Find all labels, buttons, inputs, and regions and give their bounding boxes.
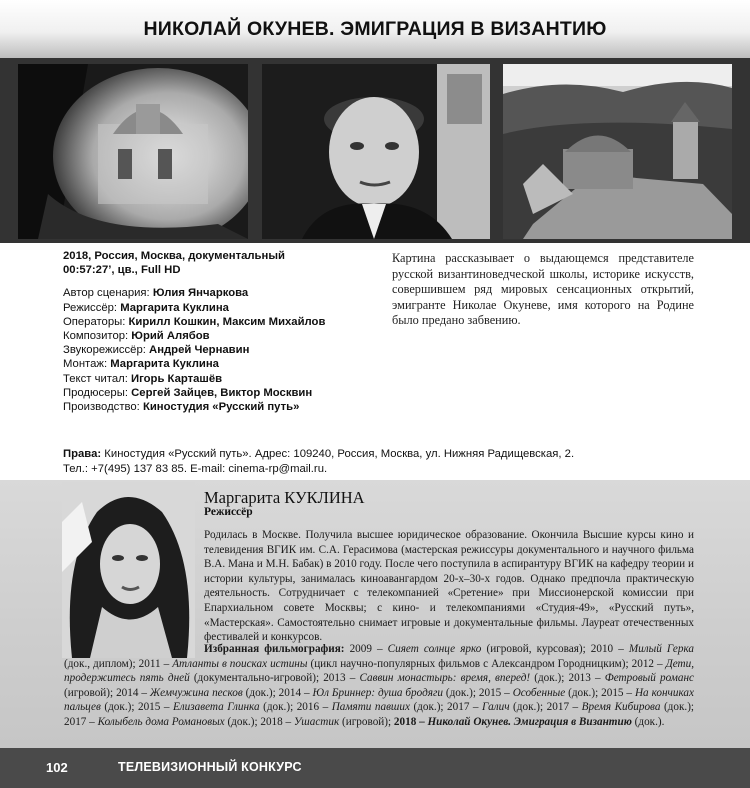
film-year: 2018 – <box>260 715 294 728</box>
credit-value: Сергей Зайцев, Виктор Москвин <box>131 386 313 399</box>
film-title: Фетровый романс <box>604 672 694 685</box>
film-year: 2014 – <box>278 686 313 699</box>
film-year: 2017 – <box>64 715 98 728</box>
credit-row <box>63 286 393 300</box>
page-number: 102 <box>46 760 68 775</box>
credit-row <box>63 329 393 343</box>
film-year: 2017 – <box>447 701 483 714</box>
credit-value: Киностудия «Русский путь» <box>142 401 300 414</box>
film-note: (док.) <box>100 701 132 714</box>
credit-value: Андрей Чернавин <box>149 344 250 357</box>
film-year: 2018 – <box>393 715 428 728</box>
credit-label: Автор сценария: <box>63 287 153 300</box>
film-note: (док.) <box>509 701 541 714</box>
film-title: Колыбель дома Романовых <box>97 715 225 728</box>
film-year: 2013 – <box>323 672 360 685</box>
filmography-item: 2015 – На кончиках пальцев (док.); <box>64 686 694 714</box>
credit-value: Игорь Карташёв <box>130 372 223 385</box>
page-header <box>0 0 750 58</box>
monastery-photo <box>503 64 732 239</box>
film-note: (цикл научно-популярных фильмов с Александром Городницким) <box>307 657 626 670</box>
film-note: (док.) <box>631 715 662 728</box>
film-title: Николай Окунев. Эмиграция в Византию <box>427 715 632 728</box>
synopsis: Картина рассказывает о выдающемся представителе русской византиноведческой школы, историке искусств, совершившем ряд мировых сенсационных открытий, эмигранте Николае Окуневе, имя которого на Родине было предано забвению. <box>392 251 694 328</box>
film-year: 2017 – <box>546 701 582 714</box>
credits-list <box>63 286 393 414</box>
credit-row <box>63 372 393 386</box>
director-bio: Родилась в Москве. Получила высшее юридическое образование. Окончила Высшие курсы кино и телевидения ВГИК им. С.А. Герасимова (мастерская режиссуры документального и научного фильма В.А. Мана и М.Н. Бабак) в 2010 году. После чего поступила в аспирантуру ВГИК на кафедру теории и истории культуры, занималась киноавангардом 20-х–30-х годов. Однако предпочла практическую деятельность. Сотрудничает с телекомпанией «Сретение» при Миссионерской комиссии при Епархиальном совете Москвы; с кино- и телекомпаниями «Студия-49», «Русский путь», «Мастерская». Самостоятельно снимает игровые и документальные фильмы. Лауреат отечественных фестивалей и конкурсов. <box>204 529 694 644</box>
credit-row <box>63 357 393 371</box>
director-section <box>0 480 750 748</box>
credit-label: Композитор: <box>63 330 132 343</box>
film-note: (игровой) <box>64 686 111 699</box>
credit-value: Маргарита Куклина <box>120 301 229 314</box>
director-last-name: КУКЛИНА <box>284 488 365 507</box>
section-title: ТЕЛЕВИЗИОННЫЙ КОНКУРС <box>118 760 302 774</box>
film-note: (документально-игровой) <box>189 672 316 685</box>
credit-row <box>63 301 393 315</box>
credit-row <box>63 386 393 400</box>
filmography-item: 2009 – Сияет солнце ярко (игровой, курсовая); <box>349 643 591 655</box>
filmography-item: 2018 – Николай Окунев. Эмиграция в Византию (док.). <box>393 715 665 728</box>
credit-label: Монтаж: <box>63 358 111 371</box>
credit-label: Продюсеры: <box>63 386 132 399</box>
director-portrait-photo <box>62 482 195 658</box>
film-title: Милый Герка <box>628 643 695 655</box>
contacts: Тел.: +7(495) 137 83 85. E-mail: cinema-rp@mail.ru. <box>63 462 328 475</box>
film-title: Особенные <box>512 686 566 699</box>
credit-label: Производство: <box>63 401 143 414</box>
credit-label: Режиссёр: <box>63 301 121 314</box>
film-title: Сияет солнце ярко <box>387 643 482 655</box>
credit-row <box>63 400 393 414</box>
filmography-item: 2012 – Дети, продержитесь пять дней (документально-игровой); <box>64 657 695 685</box>
film-note: (док.) <box>565 686 596 699</box>
film-note: (док.) <box>530 672 562 685</box>
tech-line: 00:57:27’, цв., Full HD <box>63 264 181 277</box>
film-note: (игровой) <box>339 715 389 728</box>
credit-row <box>63 343 393 357</box>
film-title: НИКОЛАЙ ОКУНЕВ. ЭМИГРАЦИЯ В ВИЗАНТИЮ <box>143 17 607 40</box>
credit-label: Текст читал: <box>63 372 131 385</box>
credit-value: Кирилл Кошкин, Максим Михайлов <box>128 315 326 328</box>
film-title: Жемчужина песков <box>149 686 243 699</box>
photo-strip <box>0 58 750 243</box>
film-title: Дети, продержитесь пять дней <box>64 657 695 685</box>
film-title: Ушастик <box>293 715 340 728</box>
church-photo <box>18 64 248 239</box>
credit-value: Юрий Алябов <box>131 330 210 343</box>
credit-value: Маргарита Куклина <box>110 358 219 371</box>
rights-block <box>63 447 713 476</box>
film-note: (док.) <box>660 701 691 714</box>
film-year: 2010 – <box>590 643 629 655</box>
film-title: Саввин монастырь: время, вперед! <box>359 672 531 685</box>
filmography-item: 2014 – Жемчужина песков (док.); <box>116 686 279 699</box>
credit-label: Звукорежиссёр: <box>63 344 150 357</box>
filmography-item: 2015 – Особенные (док.); <box>478 686 602 699</box>
filmography <box>64 642 694 730</box>
okunev-portrait-photo <box>262 64 490 239</box>
film-title: Время Кибирова <box>581 701 661 714</box>
filmography-item: 2015 – Елизавета Глинка (док.); <box>137 701 297 714</box>
film-credits <box>63 249 393 414</box>
director-name <box>204 488 365 508</box>
film-title: Юл Бриннер: душа бродяги <box>312 686 443 699</box>
filmography-item: 2014 – Юл Бриннер: душа бродяги (док.); <box>278 686 479 699</box>
film-note: (док., диплом) <box>64 657 133 670</box>
filmography-item: 2013 – Саввин монастырь: время, вперед! (док.); <box>323 672 569 685</box>
film-year: 2012 – <box>631 657 666 670</box>
film-year: 2016 – <box>296 701 332 714</box>
year-line: 2018, Россия, Москва, документальный <box>63 250 285 262</box>
film-note: (док.) <box>242 686 273 699</box>
film-note: (док.) <box>442 686 473 699</box>
director-role: Режиссёр <box>204 506 253 518</box>
film-year: 2011 – <box>138 657 173 670</box>
credit-value: Юлия Янчаркова <box>152 287 249 300</box>
film-year: 2015 – <box>478 686 513 699</box>
film-year: 2013 – <box>568 672 605 685</box>
credit-row <box>63 315 393 329</box>
filmography-item: 2018 – Ушастик (игровой); <box>260 715 394 728</box>
film-note: (док.) <box>259 701 291 714</box>
film-year: 2015 – <box>137 701 173 714</box>
filmography-item: 2017 – Время Кибирова (док.); <box>546 701 695 714</box>
film-note: (док.) <box>409 701 441 714</box>
rights-label: Права: <box>63 448 102 460</box>
film-title: На кончиках пальцев <box>64 686 694 714</box>
film-title: Елизавета Глинка <box>172 701 260 714</box>
page-footer <box>0 748 750 788</box>
film-title: Галич <box>482 701 510 714</box>
filmography-item: 2011 – Атланты в поисках истины (цикл научно-популярных фильмов с Александром Городницким); <box>138 657 632 670</box>
filmography-item: 2013 – Фетровый романс (игровой); <box>64 672 694 699</box>
filmography-item: 2017 – Колыбель дома Романовых (док.); <box>64 715 261 728</box>
film-year: 2014 – <box>116 686 150 699</box>
filmography-item: 2010 – Милый Герка (док., диплом); <box>64 643 695 670</box>
film-title: Памяти павших <box>331 701 410 714</box>
credit-label: Операторы: <box>63 315 129 328</box>
filmography-label: Избранная фильмография: <box>204 643 350 655</box>
filmography-item: 2016 – Памяти павших (док.); <box>296 701 448 714</box>
film-year: 2009 – <box>349 643 388 655</box>
rights-text: Киностудия «Русский путь». Адрес: 109240, Россия, Москва, ул. Нижняя Радищевская, 2. <box>104 448 575 460</box>
film-note: (док.) <box>224 715 255 728</box>
filmography-item: 2017 – Галич (док.); <box>447 701 547 714</box>
director-first-name: Маргарита <box>204 488 281 507</box>
film-note: (игровой, курсовая) <box>481 643 583 655</box>
film-title: Атланты в поисках истины <box>172 657 308 670</box>
film-year: 2015 – <box>601 686 635 699</box>
